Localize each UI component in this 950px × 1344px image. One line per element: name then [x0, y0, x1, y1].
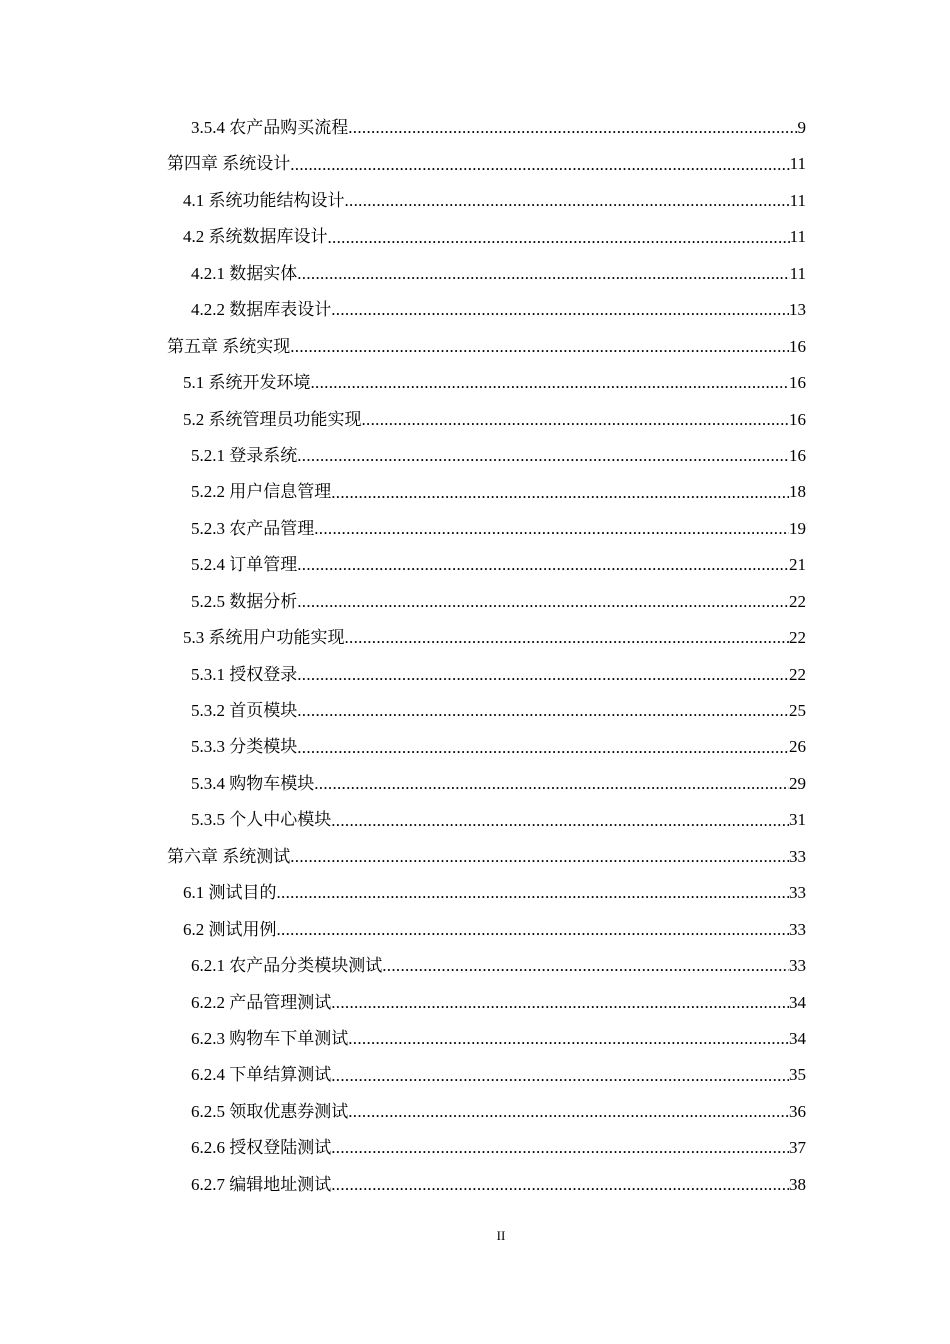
- toc-entry-title: 5.2.2 用户信息管理: [191, 482, 332, 502]
- dot-leader: [331, 803, 789, 839]
- dot-leader: [297, 438, 789, 474]
- dot-leader: [297, 584, 789, 620]
- dot-leader: [297, 693, 789, 729]
- toc-entry-page: 16: [789, 445, 806, 465]
- dot-leader: [297, 547, 789, 583]
- toc-entry-title: 5.3.4 购物车模块: [191, 773, 315, 793]
- dot-leader: [328, 220, 790, 256]
- toc-entry[interactable]: [0, 802, 950, 838]
- toc-entry-page: 35: [789, 1065, 806, 1085]
- toc-entry-page: 13: [789, 300, 806, 320]
- toc-entry-title: 5.1 系统开发环境: [183, 373, 311, 393]
- dot-leader: [331, 985, 789, 1021]
- toc-entry-title: 5.3.2 首页模块: [191, 701, 298, 720]
- dot-leader: [345, 620, 790, 656]
- toc-entry-title: 6.2.3 购物车下单测试: [191, 1028, 349, 1048]
- toc-entry-title: 6.2 测试用例: [183, 919, 277, 939]
- toc-entry-page: 16: [789, 336, 806, 356]
- table-of-contents: [0, 110, 950, 1203]
- toc-entry[interactable]: [0, 1167, 950, 1203]
- toc-entry[interactable]: [0, 402, 950, 438]
- dot-leader: [331, 1167, 789, 1203]
- toc-entry[interactable]: [0, 620, 950, 656]
- toc-entry[interactable]: [0, 839, 950, 875]
- dot-leader: [331, 1130, 789, 1166]
- toc-entry[interactable]: [0, 365, 950, 401]
- toc-entry-title: 6.2.1 农产品分类模块测试: [191, 956, 383, 976]
- toc-entry-title: 5.2.5 数据分析: [191, 591, 298, 611]
- toc-entry-page: 34: [789, 992, 806, 1012]
- toc-entry[interactable]: [0, 256, 950, 292]
- toc-entry-page: 33: [789, 919, 806, 939]
- toc-entry[interactable]: [0, 729, 950, 765]
- toc-entry-page: 11: [789, 227, 806, 247]
- dot-leader: [348, 110, 797, 146]
- toc-entry-title: 第六章 系统测试: [167, 846, 291, 866]
- toc-entry-title: 6.1 测试目的: [183, 883, 277, 903]
- toc-entry-title: 5.2.3 农产品管理: [191, 518, 315, 538]
- toc-entry-title: 第五章 系统实现: [167, 336, 291, 356]
- toc-entry[interactable]: [0, 912, 950, 948]
- toc-entry-page: 26: [789, 737, 806, 757]
- dot-leader: [348, 1094, 789, 1130]
- toc-entry-page: 33: [789, 956, 806, 976]
- dot-leader: [314, 766, 789, 802]
- toc-entry-page: 19: [789, 518, 806, 538]
- toc-entry[interactable]: [0, 948, 950, 984]
- toc-entry[interactable]: [0, 219, 950, 255]
- toc-entry[interactable]: [0, 547, 950, 583]
- toc-entry-title: 5.3.1 授权登录: [191, 664, 298, 684]
- toc-entry-page: 11: [789, 154, 806, 174]
- dot-leader: [345, 183, 790, 219]
- toc-entry-title: 3.5.4 农产品购买流程: [191, 118, 349, 137]
- dot-leader: [277, 875, 790, 911]
- toc-entry-page: 16: [789, 409, 806, 429]
- toc-entry[interactable]: [0, 1057, 950, 1093]
- toc-entry-page: 22: [789, 591, 806, 611]
- dot-leader: [290, 839, 789, 875]
- toc-entry-page: 22: [789, 628, 806, 648]
- toc-entry-page: 21: [789, 555, 806, 575]
- toc-entry[interactable]: [0, 693, 950, 729]
- dot-leader: [290, 147, 789, 183]
- toc-entry-title: 6.2.2 产品管理测试: [191, 992, 332, 1012]
- toc-entry[interactable]: [0, 1021, 950, 1057]
- toc-entry[interactable]: [0, 584, 950, 620]
- toc-entry-title: 第四章 系统设计: [167, 154, 291, 174]
- toc-entry-page: 34: [789, 1028, 806, 1048]
- dot-leader: [277, 912, 790, 948]
- page-number: II: [496, 1228, 506, 1243]
- toc-entry-page: 11: [789, 190, 806, 210]
- toc-entry-title: 5.3 系统用户功能实现: [183, 628, 345, 648]
- toc-entry[interactable]: [0, 329, 950, 365]
- toc-entry-title: 5.2.1 登录系统: [191, 445, 298, 465]
- dot-leader: [314, 511, 789, 547]
- toc-entry-page: 29: [789, 773, 806, 793]
- toc-entry[interactable]: [0, 292, 950, 328]
- toc-entry[interactable]: [0, 657, 950, 693]
- dot-leader: [331, 292, 789, 328]
- toc-entry-page: 22: [789, 664, 806, 684]
- toc-entry-title: 6.2.6 授权登陆测试: [191, 1138, 332, 1158]
- toc-entry-title: 5.2 系统管理员功能实现: [183, 409, 362, 429]
- toc-entry[interactable]: [0, 1094, 950, 1130]
- toc-entry-title: 4.2 系统数据库设计: [183, 227, 328, 247]
- toc-entry-page: 33: [789, 883, 806, 903]
- toc-entry-page: 33: [789, 846, 806, 866]
- dot-leader: [362, 402, 790, 438]
- toc-entry-page: 16: [789, 373, 806, 393]
- toc-entry-title: 5.3.5 个人中心模块: [191, 810, 332, 830]
- toc-entry[interactable]: [0, 1130, 950, 1166]
- toc-entry-title: 5.2.4 订单管理: [191, 555, 298, 575]
- toc-entry-title: 6.2.7 编辑地址测试: [191, 1174, 332, 1194]
- dot-leader: [331, 1058, 789, 1094]
- toc-entry[interactable]: [0, 110, 950, 146]
- page-footer: [0, 1228, 950, 1244]
- toc-entry-page: 9: [797, 118, 806, 137]
- dot-leader: [297, 730, 789, 766]
- toc-entry-page: 31: [789, 810, 806, 830]
- dot-leader: [311, 365, 790, 401]
- toc-entry[interactable]: [0, 183, 950, 219]
- toc-entry-title: 6.2.5 领取优惠券测试: [191, 1101, 349, 1121]
- dot-leader: [297, 657, 789, 693]
- toc-entry-page: 11: [789, 263, 806, 283]
- toc-entry[interactable]: [0, 875, 950, 911]
- toc-entry-title: 4.1 系统功能结构设计: [183, 190, 345, 210]
- dot-leader: [290, 329, 789, 365]
- toc-entry-title: 5.3.3 分类模块: [191, 737, 298, 757]
- toc-entry-title: 6.2.4 下单结算测试: [191, 1065, 332, 1085]
- dot-leader: [348, 1021, 789, 1057]
- toc-entry-page: 38: [789, 1174, 806, 1194]
- toc-entry[interactable]: [0, 766, 950, 802]
- toc-entry[interactable]: [0, 146, 950, 182]
- toc-entry-title: 4.2.2 数据库表设计: [191, 300, 332, 320]
- dot-leader: [297, 256, 789, 292]
- toc-entry[interactable]: [0, 511, 950, 547]
- toc-entry-page: 37: [789, 1138, 806, 1158]
- toc-entry-page: 18: [789, 482, 806, 502]
- toc-entry[interactable]: [0, 438, 950, 474]
- toc-entry[interactable]: [0, 474, 950, 510]
- dot-leader: [331, 475, 789, 511]
- toc-entry[interactable]: [0, 985, 950, 1021]
- toc-entry-page: 36: [789, 1101, 806, 1121]
- toc-entry-title: 4.2.1 数据实体: [191, 263, 298, 283]
- dot-leader: [382, 948, 789, 984]
- toc-entry-page: 25: [789, 701, 806, 720]
